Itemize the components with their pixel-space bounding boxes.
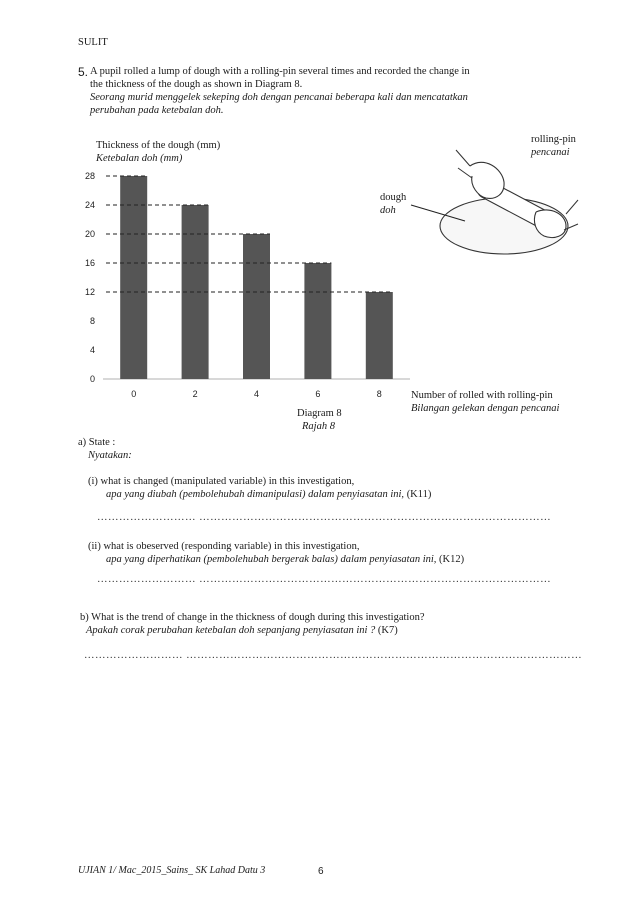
part-a-title-en: a) State :: [78, 437, 116, 448]
y-tick-label: 8: [89, 316, 95, 326]
x-tick-label: 8: [376, 389, 382, 399]
y-tick-label: 0: [89, 374, 95, 384]
part-a-q2-ms: apa yang diperhatikan (pembolehubah bergerak balas) dalam penyiasatan ini,: [106, 554, 437, 565]
x-tick-label: 2: [192, 389, 198, 399]
answer-line-a-i[interactable]: ……………………… ……………………………………………………………………………………: [97, 512, 552, 523]
question-number: 5.: [78, 65, 89, 79]
part-a-q1-ms-line: [106, 489, 431, 500]
footer-page-number: 6: [318, 866, 324, 877]
chart-xlabel-en: Number of rolled with rolling-pin: [411, 390, 553, 401]
rolling-pin-label-en: rolling-pin: [531, 134, 576, 145]
part-a-title-ms: Nyatakan:: [88, 450, 132, 461]
part-a-q2-code: (K12): [439, 554, 465, 565]
rolling-pin-label-ms: pencanai: [531, 147, 570, 158]
thickness-bar-chart: [0, 0, 638, 430]
rolling-pin-illustration: [411, 150, 578, 254]
question-line2-ms: perubahan pada ketebalan doh.: [90, 105, 224, 116]
y-tick-label: 24: [84, 200, 95, 210]
part-b-ms-line: [86, 625, 398, 636]
part-a-q2-en: (ii) what is obeserved (responding variable) in this investigation,: [88, 541, 360, 552]
question-line1-en: A pupil rolled a lump of dough with a rolling-pin several times and recorded the change in: [90, 66, 470, 77]
bar-8: [366, 292, 393, 379]
classification-label: SULIT: [78, 37, 108, 48]
diagram-caption-ms: Rajah 8: [302, 421, 335, 432]
x-tick-label: 6: [315, 389, 321, 399]
part-a-q1-code: (K11): [406, 489, 432, 500]
footer-exam-label: UJIAN 1/ Mac_2015_Sains_ SK Lahad Datu 3: [78, 865, 266, 876]
y-tick-label: 16: [84, 258, 95, 268]
answer-line-a-ii[interactable]: ……………………… ……………………………………………………………………………………: [97, 574, 552, 585]
part-a-q2-ms-line: [106, 554, 464, 565]
part-a-q1-en: (i) what is changed (manipulated variable) in this investigation,: [88, 476, 355, 487]
dough-label-en: dough: [380, 192, 407, 203]
chart-ylabel-en: Thickness of the dough (mm): [96, 140, 221, 151]
chart-ylabel-ms: Ketebalan doh (mm): [96, 153, 183, 164]
part-a-q1-ms: apa yang diubah (pembolehubah dimanipulasi) dalam penyiasatan ini,: [106, 489, 405, 500]
dough-label-ms: doh: [380, 205, 396, 216]
part-b-code: (K7): [377, 625, 398, 636]
y-tick-label: 28: [84, 171, 95, 181]
x-tick-label: 4: [253, 389, 260, 399]
y-tick-label: 4: [89, 345, 95, 355]
y-tick-label: 20: [84, 229, 95, 239]
bar-6: [304, 263, 331, 379]
x-tick-label: 0: [131, 389, 137, 399]
left-hand-shape: [470, 162, 504, 198]
question-line2-en: the thickness of the dough as shown in Diagram 8.: [90, 79, 303, 90]
answer-line-b[interactable]: ……………………… ………………………………………………………………………………………………: [84, 650, 583, 661]
bar-0: [120, 176, 147, 379]
bar-4: [243, 234, 270, 379]
part-b-question-ms: Apakah corak perubahan ketebalan doh sepanjang penyiasatan ini ?: [86, 625, 376, 636]
question-line1-ms: Seorang murid menggelek sekeping doh dengan pencanai beberapa kali dan mencatatkan: [90, 92, 468, 103]
chart-xlabel-ms: Bilangan gelekan dengan pencanai: [411, 403, 560, 414]
y-tick-label: 12: [84, 287, 95, 297]
part-b-question-en: b) What is the trend of change in the thickness of dough during this investigation?: [80, 612, 425, 623]
diagram-caption-en: Diagram 8: [297, 408, 342, 419]
